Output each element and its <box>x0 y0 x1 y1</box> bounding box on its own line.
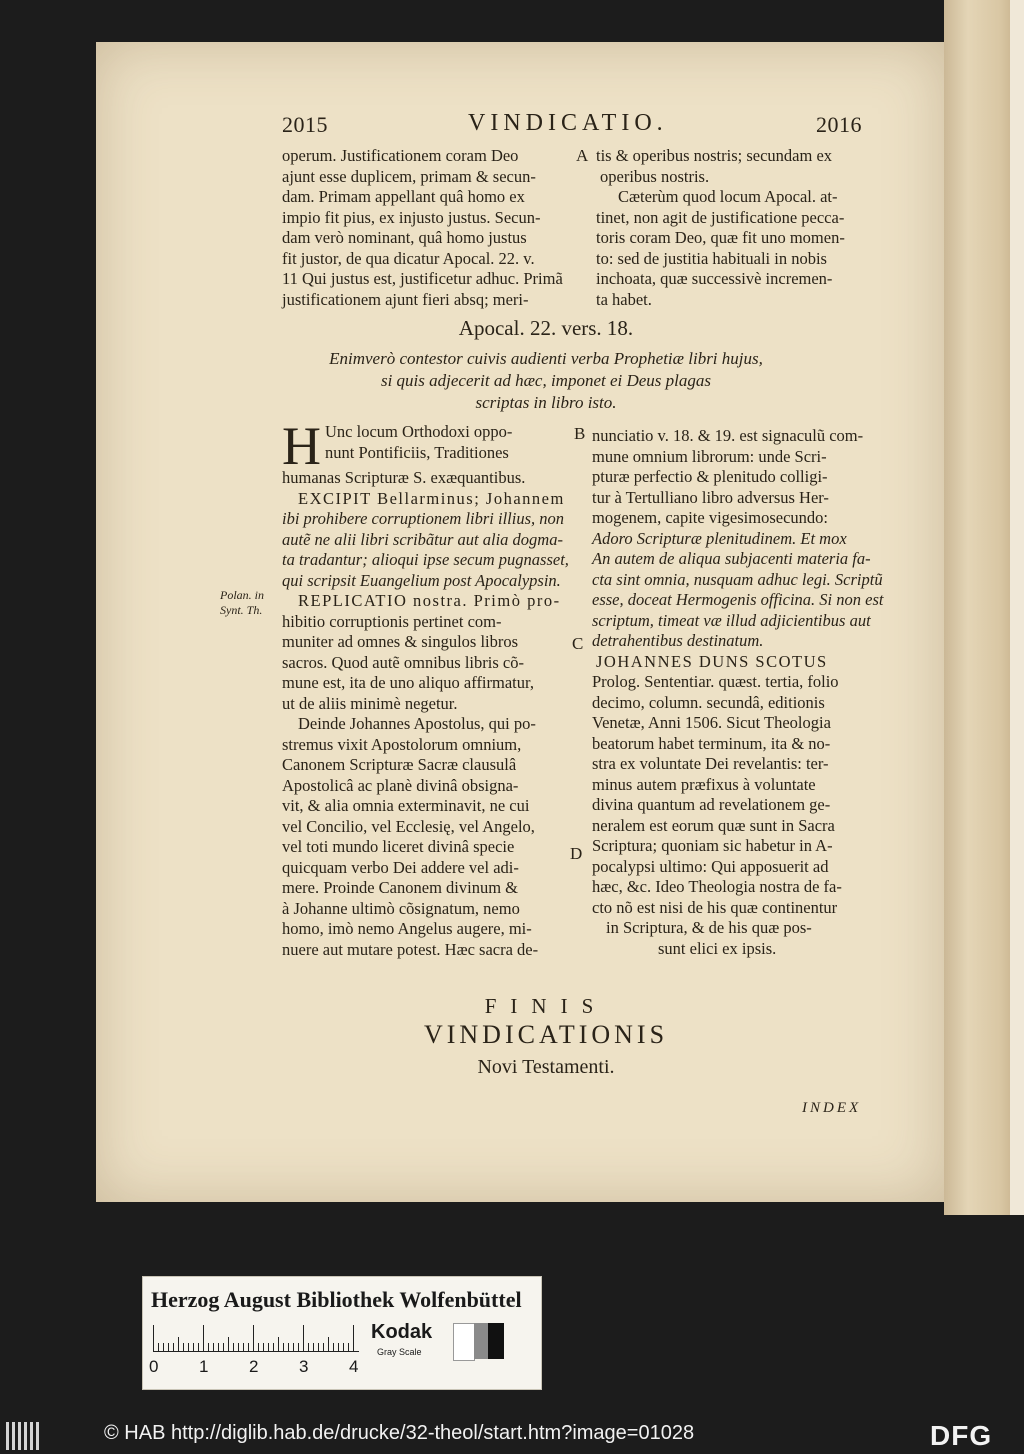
text-line: ut de aliis minimè negetur. <box>282 693 458 713</box>
text-line: cta sint omnia, nusquam adhuc legi. Scriptũ <box>592 569 883 589</box>
text-line: decimo, column. secundâ, editionis <box>592 692 825 712</box>
text-line: ta habet. <box>596 289 652 309</box>
dfg-logo: DFG <box>930 1420 993 1451</box>
text-line: REPLICATIO nostra. Primò pro- <box>298 591 561 610</box>
text-line: scriptum, timeat væ illud adjicientibus aut <box>592 610 871 630</box>
text-line: dam. Primam appellant quâ homo ex <box>282 187 525 206</box>
text-line: detrahentibus destinatum. <box>592 631 764 650</box>
page-number-right: 2016 <box>816 112 862 137</box>
finis-vindicationis: VINDICATIONIS <box>423 1020 669 1049</box>
section-heading: Apocal. 22. vers. 18. <box>458 316 634 340</box>
section-marker-c: C <box>572 634 584 653</box>
text-line: in Scriptura, & de his quæ pos- <box>606 918 812 937</box>
text-line: ta tradantur; alioqui ipse secum pugnasset, <box>282 550 569 569</box>
text-line: muniter ad omnes & singulos libros <box>282 632 519 651</box>
text-line: sunt elici ex ipsis. <box>658 938 777 958</box>
text-line: quicquam verbo Dei addere vel adi- <box>282 857 519 877</box>
text-line: pocalypsi ultimo: Qui apposuerit ad <box>592 856 829 876</box>
lower-left-column <box>282 416 572 960</box>
verse-line: scriptas in libro isto. <box>475 393 617 412</box>
text-line: nunt Pontificiis, Traditiones <box>325 442 509 462</box>
margin-note-line: Synt. Th. <box>220 603 263 617</box>
finis-subtitle: Novi Testamenti. <box>477 1056 615 1078</box>
text-line: sacros. Quod autẽ omnibus libris cõ- <box>282 652 524 672</box>
text-line: stremus vixit Apostolorum omnium, <box>282 734 522 754</box>
text-line: hibitio corruptionis pertinet com- <box>282 611 502 631</box>
upper-right-column <box>596 146 896 310</box>
ruler-number: 4 <box>349 1357 359 1376</box>
text-line: mune est, ita de uno aliquo affirmatur, <box>282 673 534 692</box>
text-line: nunciatio v. 18. & 19. est signaculũ com- <box>592 426 864 445</box>
gray-swatch-white <box>453 1323 475 1361</box>
text-line: hæc, &c. Ideo Theologia nostra de fa- <box>592 877 842 896</box>
ruler-number: 1 <box>199 1357 209 1376</box>
library-name: Herzog August Bibliothek Wolfenbüttel <box>151 1287 522 1312</box>
drop-capital: H <box>282 416 321 476</box>
text-line: stra ex voluntate Dei revelantis: ter- <box>592 754 829 773</box>
text-line: Prolog. Sententiar. quæst. tertia, folio <box>592 672 839 691</box>
ruler-number: 0 <box>149 1357 159 1376</box>
section-marker-a: A <box>576 146 589 165</box>
text-line: EXCIPIT Bellarminus; Johannem <box>298 488 565 508</box>
text-line: vel toti mundo liceret divinâ specie <box>282 837 515 856</box>
footer-bar <box>0 1416 1024 1454</box>
text-line: mere. Proinde Canonem divinum & <box>282 878 519 897</box>
library-color-card <box>142 1276 542 1390</box>
text-line: ibi prohibere corruptionem libri illius, non <box>282 509 565 528</box>
section-marker-b: B <box>574 424 586 443</box>
page-edge-strip <box>1010 0 1024 1215</box>
text-line: operum. Justificationem coram Deo <box>282 146 519 165</box>
text-line: Unc locum Orthodoxi oppo- <box>325 422 513 441</box>
text-line: tis & operibus nostris; secundam ex <box>596 146 833 165</box>
finis-line: FINIS <box>484 994 608 1018</box>
text-line: operibus nostris. <box>600 166 710 186</box>
text-line: qui scripsit Euangelium post Apocalypsin. <box>282 570 561 590</box>
text-line: pturæ perfectio & plenitudo colligi- <box>592 467 828 486</box>
gray-swatch-mid <box>474 1323 488 1359</box>
library-logo-icon <box>6 1422 44 1450</box>
text-line: vel Concilio, vel Ecclesię, vel Angelo, <box>282 816 535 836</box>
text-line: cto nõ est nisi de his quæ continentur <box>592 897 838 917</box>
ruler-number: 3 <box>299 1357 309 1376</box>
margin-note <box>220 588 264 618</box>
running-title: VINDICATIO. <box>468 110 668 136</box>
text-line: inchoata, quæ successivè incremen- <box>596 269 833 288</box>
margin-note-line: Polan. in <box>220 588 264 602</box>
book-page <box>96 42 944 1202</box>
text-line: dam verò nominant, quâ homo justus <box>282 228 527 247</box>
lower-right-column <box>592 426 892 959</box>
text-line: ajunt esse duplicem, primam & secun- <box>282 166 536 186</box>
text-line: 11 Qui justus est, justificetur adhuc. Primã <box>282 269 563 288</box>
text-line: Apostolicâ ac planè divinâ obsigna- <box>282 775 519 795</box>
text-line: esse, doceat Hermogenis officina. Si non est <box>592 590 884 609</box>
text-line: JOHANNES DUNS SCOTUS <box>596 651 828 671</box>
text-line: tur à Tertulliano libro adversus Her- <box>592 487 829 507</box>
text-line: Venetæ, Anni 1506. Sicut Theologia <box>592 713 831 732</box>
text-line: Adoro Scripturæ plenitudinem. Et mox <box>592 528 847 548</box>
upper-left-column <box>282 146 572 310</box>
verse-line: Enimverò contestor cuivis audienti verba Prophetiæ libri hujus, <box>329 349 763 368</box>
text-line: toris coram Deo, quæ fit uno momen- <box>596 228 845 247</box>
text-line: Canonem Scripturæ Sacræ clausulâ <box>282 755 517 774</box>
section-marker-d: D <box>570 844 583 863</box>
verse-quote <box>296 348 796 414</box>
ruler-scale <box>153 1325 359 1352</box>
kodak-brand: Kodak <box>371 1321 433 1343</box>
text-line: homo, imò nemo Angelus augere, mi- <box>282 919 532 938</box>
text-line: à Johanne ultimò cõsignatum, nemo <box>282 898 520 918</box>
text-line: mogenem, capite vigesimosecundo: <box>592 508 828 527</box>
text-line: Deinde Johannes Apostolus, qui po- <box>298 714 536 733</box>
text-line: nuere aut mutare potest. Hæc sacra de- <box>282 939 539 959</box>
gray-swatch-black <box>488 1323 504 1359</box>
text-line: beatorum habet terminum, ita & no- <box>592 733 831 753</box>
copyright-url-link[interactable]: © HAB http://diglib.hab.de/drucke/32-theol/start.htm?image=01028 <box>104 1422 695 1444</box>
text-line: tinet, non agit de justificatione pecca- <box>596 207 845 227</box>
text-line: minus autem præfixus à voluntate <box>592 774 816 794</box>
page-number-left: 2015 <box>282 112 328 137</box>
text-line: impio fit pius, ex injusto justus. Secun- <box>282 207 541 227</box>
text-line: vit, & alia omnia exterminavit, ne cui <box>282 796 530 815</box>
gray-scale-label: Gray Scale <box>377 1347 422 1357</box>
text-line: Cæterùm quod locum Apocal. at- <box>618 187 838 206</box>
ruler-number: 2 <box>249 1357 259 1376</box>
text-line: An autem de aliqua subjacenti materia fa- <box>592 549 871 568</box>
text-line: autẽ ne alii libri scribãtur aut alia dogma- <box>282 529 563 549</box>
text-line: neralem est eorum quæ sunt in Sacra <box>592 815 835 835</box>
text-line: mune omnium librorum: unde Scri- <box>592 446 827 466</box>
text-line: Scriptura; quoniam sic habetur in A- <box>592 836 833 855</box>
text-line: humanas Scripturæ S. exæquantibus. <box>282 468 526 487</box>
text-line: justificationem ajunt fieri absq; meri- <box>282 289 529 309</box>
text-line: to: sed de justitia habituali in nobis <box>596 248 827 268</box>
verse-line: si quis adjecerit ad hæc, imponet ei Deus plagas <box>380 371 712 390</box>
text-line: divina quantum ad revelationem ge- <box>592 795 831 814</box>
catchword: INDEX <box>802 1100 862 1116</box>
text-line: fit justor, de qua dicatur Apocal. 22. v. <box>282 248 535 268</box>
